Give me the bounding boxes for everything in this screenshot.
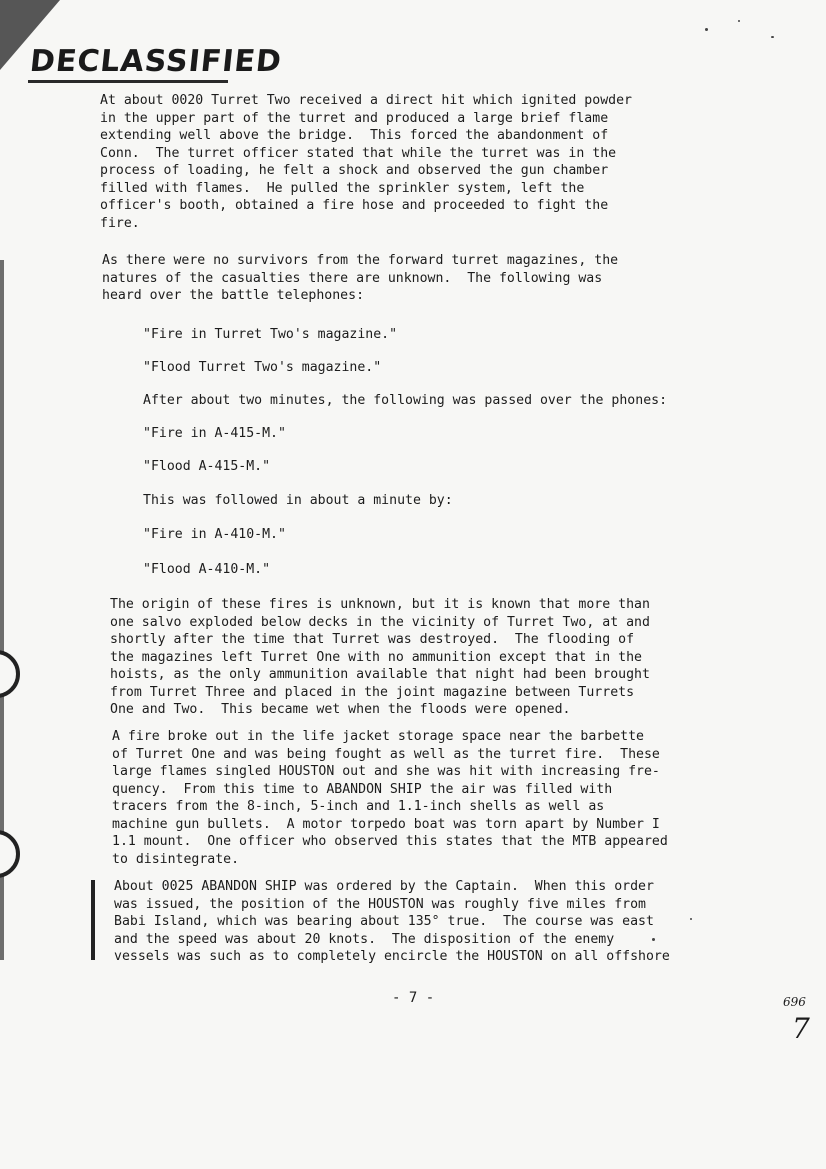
binder-hole bbox=[0, 830, 20, 878]
scan-speck bbox=[705, 28, 708, 31]
line-followed-by: This was followed in about a minute by: bbox=[143, 493, 453, 508]
paragraph-life-jacket-fire: A fire broke out in the life jacket storage space near the barbette of Turret One and was being fought as well as the turret fire. These large flames singled HOUSTON out and she was hit with increasing fre- quency. From this time to ABANDON SHIP the air was filled with tracers from the 8-inch, 5-inch and 1.1-inch shells as well as machine gun bullets. A motor torpedo boat was torn apart by Number I 1.1 mount. One officer who observed this states that the MTB appeared to disintegrate. bbox=[112, 729, 668, 867]
paragraph-abandon-ship: About 0025 ABANDON SHIP was ordered by the Captain. When this order was issued, the position of the HOUSTON was roughly five miles from Babi Island, which was bearing about 135° true. The course was east and the speed was about 20 knots. The disposition of the enemy vessels was such as to completely encircle the HOUSTON on all offshore bbox=[114, 879, 670, 964]
handwritten-annotation: 696 bbox=[783, 995, 806, 1009]
scan-speck bbox=[690, 918, 692, 920]
margin-mark bbox=[91, 880, 95, 960]
paragraph-no-survivors: As there were no survivors from the forward turret magazines, the natures of the casualties there are unknown. The following was heard over the battle telephones: bbox=[102, 253, 619, 303]
page-number: - 7 - bbox=[392, 990, 435, 1006]
stamp-underline bbox=[28, 80, 228, 83]
quote-flood-turret-two: "Flood Turret Two's magazine." bbox=[143, 360, 382, 375]
scan-speck bbox=[771, 36, 774, 38]
declassified-stamp: DECLASSIFIED bbox=[28, 44, 284, 79]
scan-speck bbox=[652, 938, 655, 941]
binder-hole bbox=[0, 650, 20, 698]
quote-flood-a415m: "Flood A-415-M." bbox=[143, 459, 271, 474]
scan-speck bbox=[738, 20, 740, 22]
quote-fire-a410m: "Fire in A-410-M." bbox=[143, 527, 286, 542]
quote-fire-turret-two: "Fire in Turret Two's magazine." bbox=[143, 327, 398, 342]
paragraph-turret-hit: At about 0020 Turret Two received a direct hit which ignited powder in the upper part of the turret and produced a large brief flame extending well above the bridge. This forced the abandonment of Conn. The turret officer stated that while the turret was in the process of loading, he felt a shock and observed the gun chamber filled with flames. He pulled the sprinkler system, left the officer's booth, obtained a fire hose and proceeded to fight the fire. bbox=[100, 93, 632, 231]
quote-fire-a415m: "Fire in A-415-M." bbox=[143, 426, 286, 441]
handwritten-page-number: 7 bbox=[792, 1012, 810, 1045]
line-after-two-minutes: After about two minutes, the following was passed over the phones: bbox=[143, 393, 668, 408]
quote-flood-a410m: "Flood A-410-M." bbox=[143, 562, 271, 577]
paragraph-origin-of-fires: The origin of these fires is unknown, but it is known that more than one salvo exploded below decks in the vicinity of Turret Two, at and shortly after the time that Turret was destroyed. The flooding of the magazines left Turret One with no ammunition except that in the hoists, as the only ammunition available that night had been brought from Turret Three and placed in the joint magazine between Turrets One and Two. This became wet when the floods were opened. bbox=[110, 597, 650, 717]
